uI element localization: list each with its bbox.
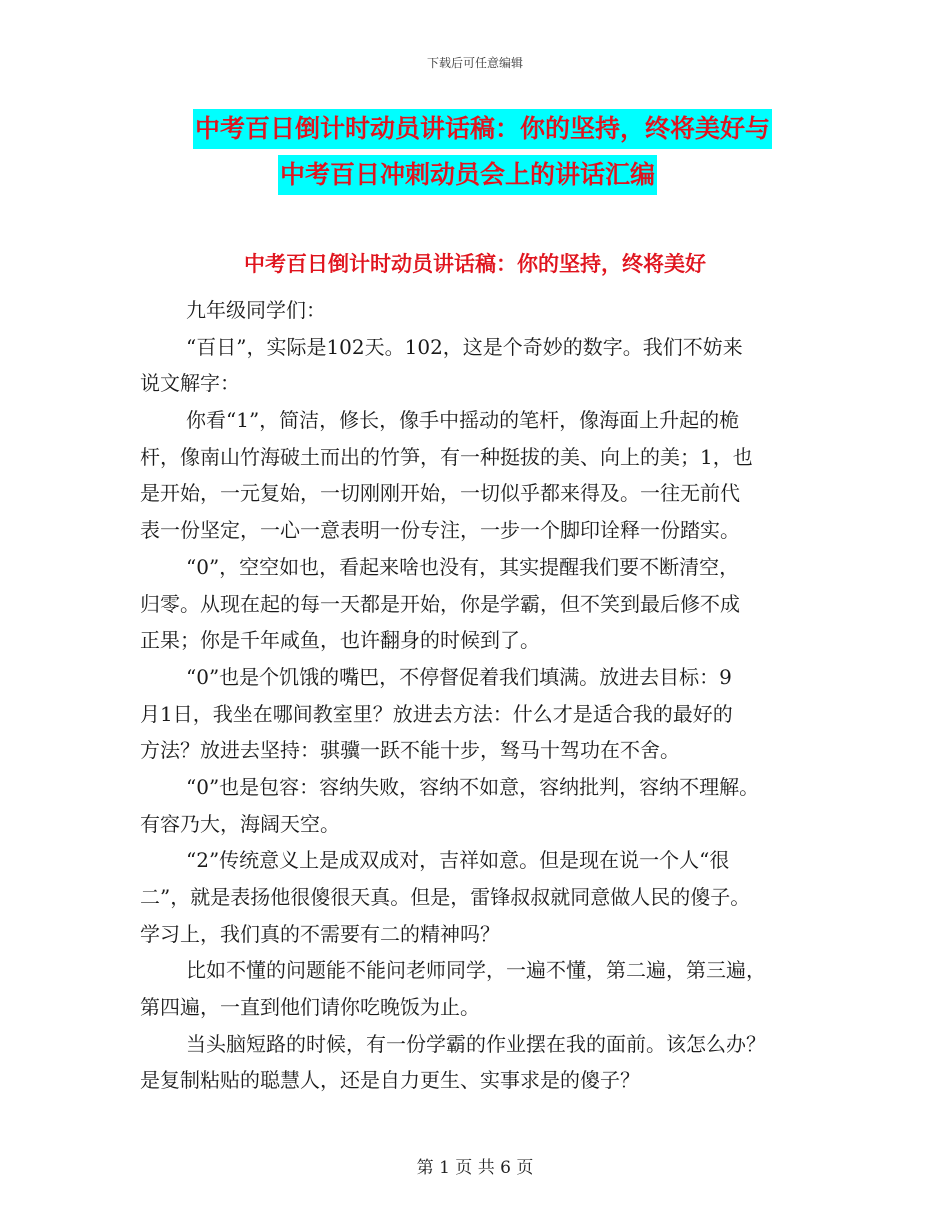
body-line: 二”，就是表扬他很傻很天真。但是，雷锋叔叔就同意做人民的傻子。 [140,885,751,909]
body-text [140,292,820,1099]
body-line: 正果；你是千年咸鱼，也许翻身的时候到了。 [140,628,540,653]
body-line: “百日”，实际是102天。102，这是个奇妙的数字。我们不妨来 [186,334,743,359]
body-line: 说文解字： [140,371,240,396]
body-line: “2”传统意义上是成双成对，吉祥如意。但是现在说一个人“很 [186,848,730,873]
body-line: 杆，像南山竹海破土而出的竹笋，有一种挺拔的美、向上的美；1，也 [140,444,753,469]
section-subtitle: 中考百日倒计时动员讲话稿：你的坚持，终将美好 [244,252,706,276]
body-line: 有容乃大，海阔天空。 [140,811,340,836]
body-line: 表一份坚定，一心一意表明一份专注，一步一个脚印诠释一份踏实。 [140,518,740,543]
body-line: “0”，空空如也，看起来啥也没有，其实提醒我们要不断清空， [186,554,740,579]
body-line: 第四遍，一直到他们请你吃晚饭为止。 [140,995,480,1020]
body-line: 你看“1”，简洁，修长，像手中摇动的笔杆，像海面上升起的桅 [186,408,740,433]
body-line: 归零。从现在起的每一天都是开始，你是学霸，但不笑到最后修不成 [140,591,740,616]
document-title-line-1: 中考百日倒计时动员讲话稿：你的坚持，终将美好与 [193,109,772,149]
document-title-line-2: 中考百日冲刺动员会上的讲话汇编 [278,155,657,195]
body-line: 是开始，一元复始，一切刚刚开始，一切似乎都来得及。一往无前代 [140,481,740,506]
page-footer: 第 1 页 共 6 页 [416,1158,534,1178]
body-line: 月1日，我坐在哪间教室里？放进去方法：什么才是适合我的最好的 [140,701,733,726]
body-line: “0”也是包容：容纳失败，容纳不如意，容纳批判，容纳不理解。 [186,774,760,799]
body-line: 学习上，我们真的不需要有二的精神吗？ [140,921,500,946]
body-line: 当头脑短路的时候，有一份学霸的作业摆在我的面前。该怎么办？ [186,1031,766,1056]
body-line: 方法？放进去坚持：骐骥一跃不能十步，驽马十驾功在不舍。 [140,738,680,763]
body-line: 九年级同学们： [186,298,326,322]
body-line: “0”也是个饥饿的嘴巴，不停督促着我们填满。放进去目标：9 [186,664,732,689]
body-line: 比如不懂的问题能不能问老师同学，一遍不懂，第二遍，第三遍， [186,958,766,983]
header-note: 下载后可任意编辑 [426,56,523,70]
body-line: 是复制粘贴的聪慧人，还是自力更生、实事求是的傻子？ [140,1068,640,1093]
